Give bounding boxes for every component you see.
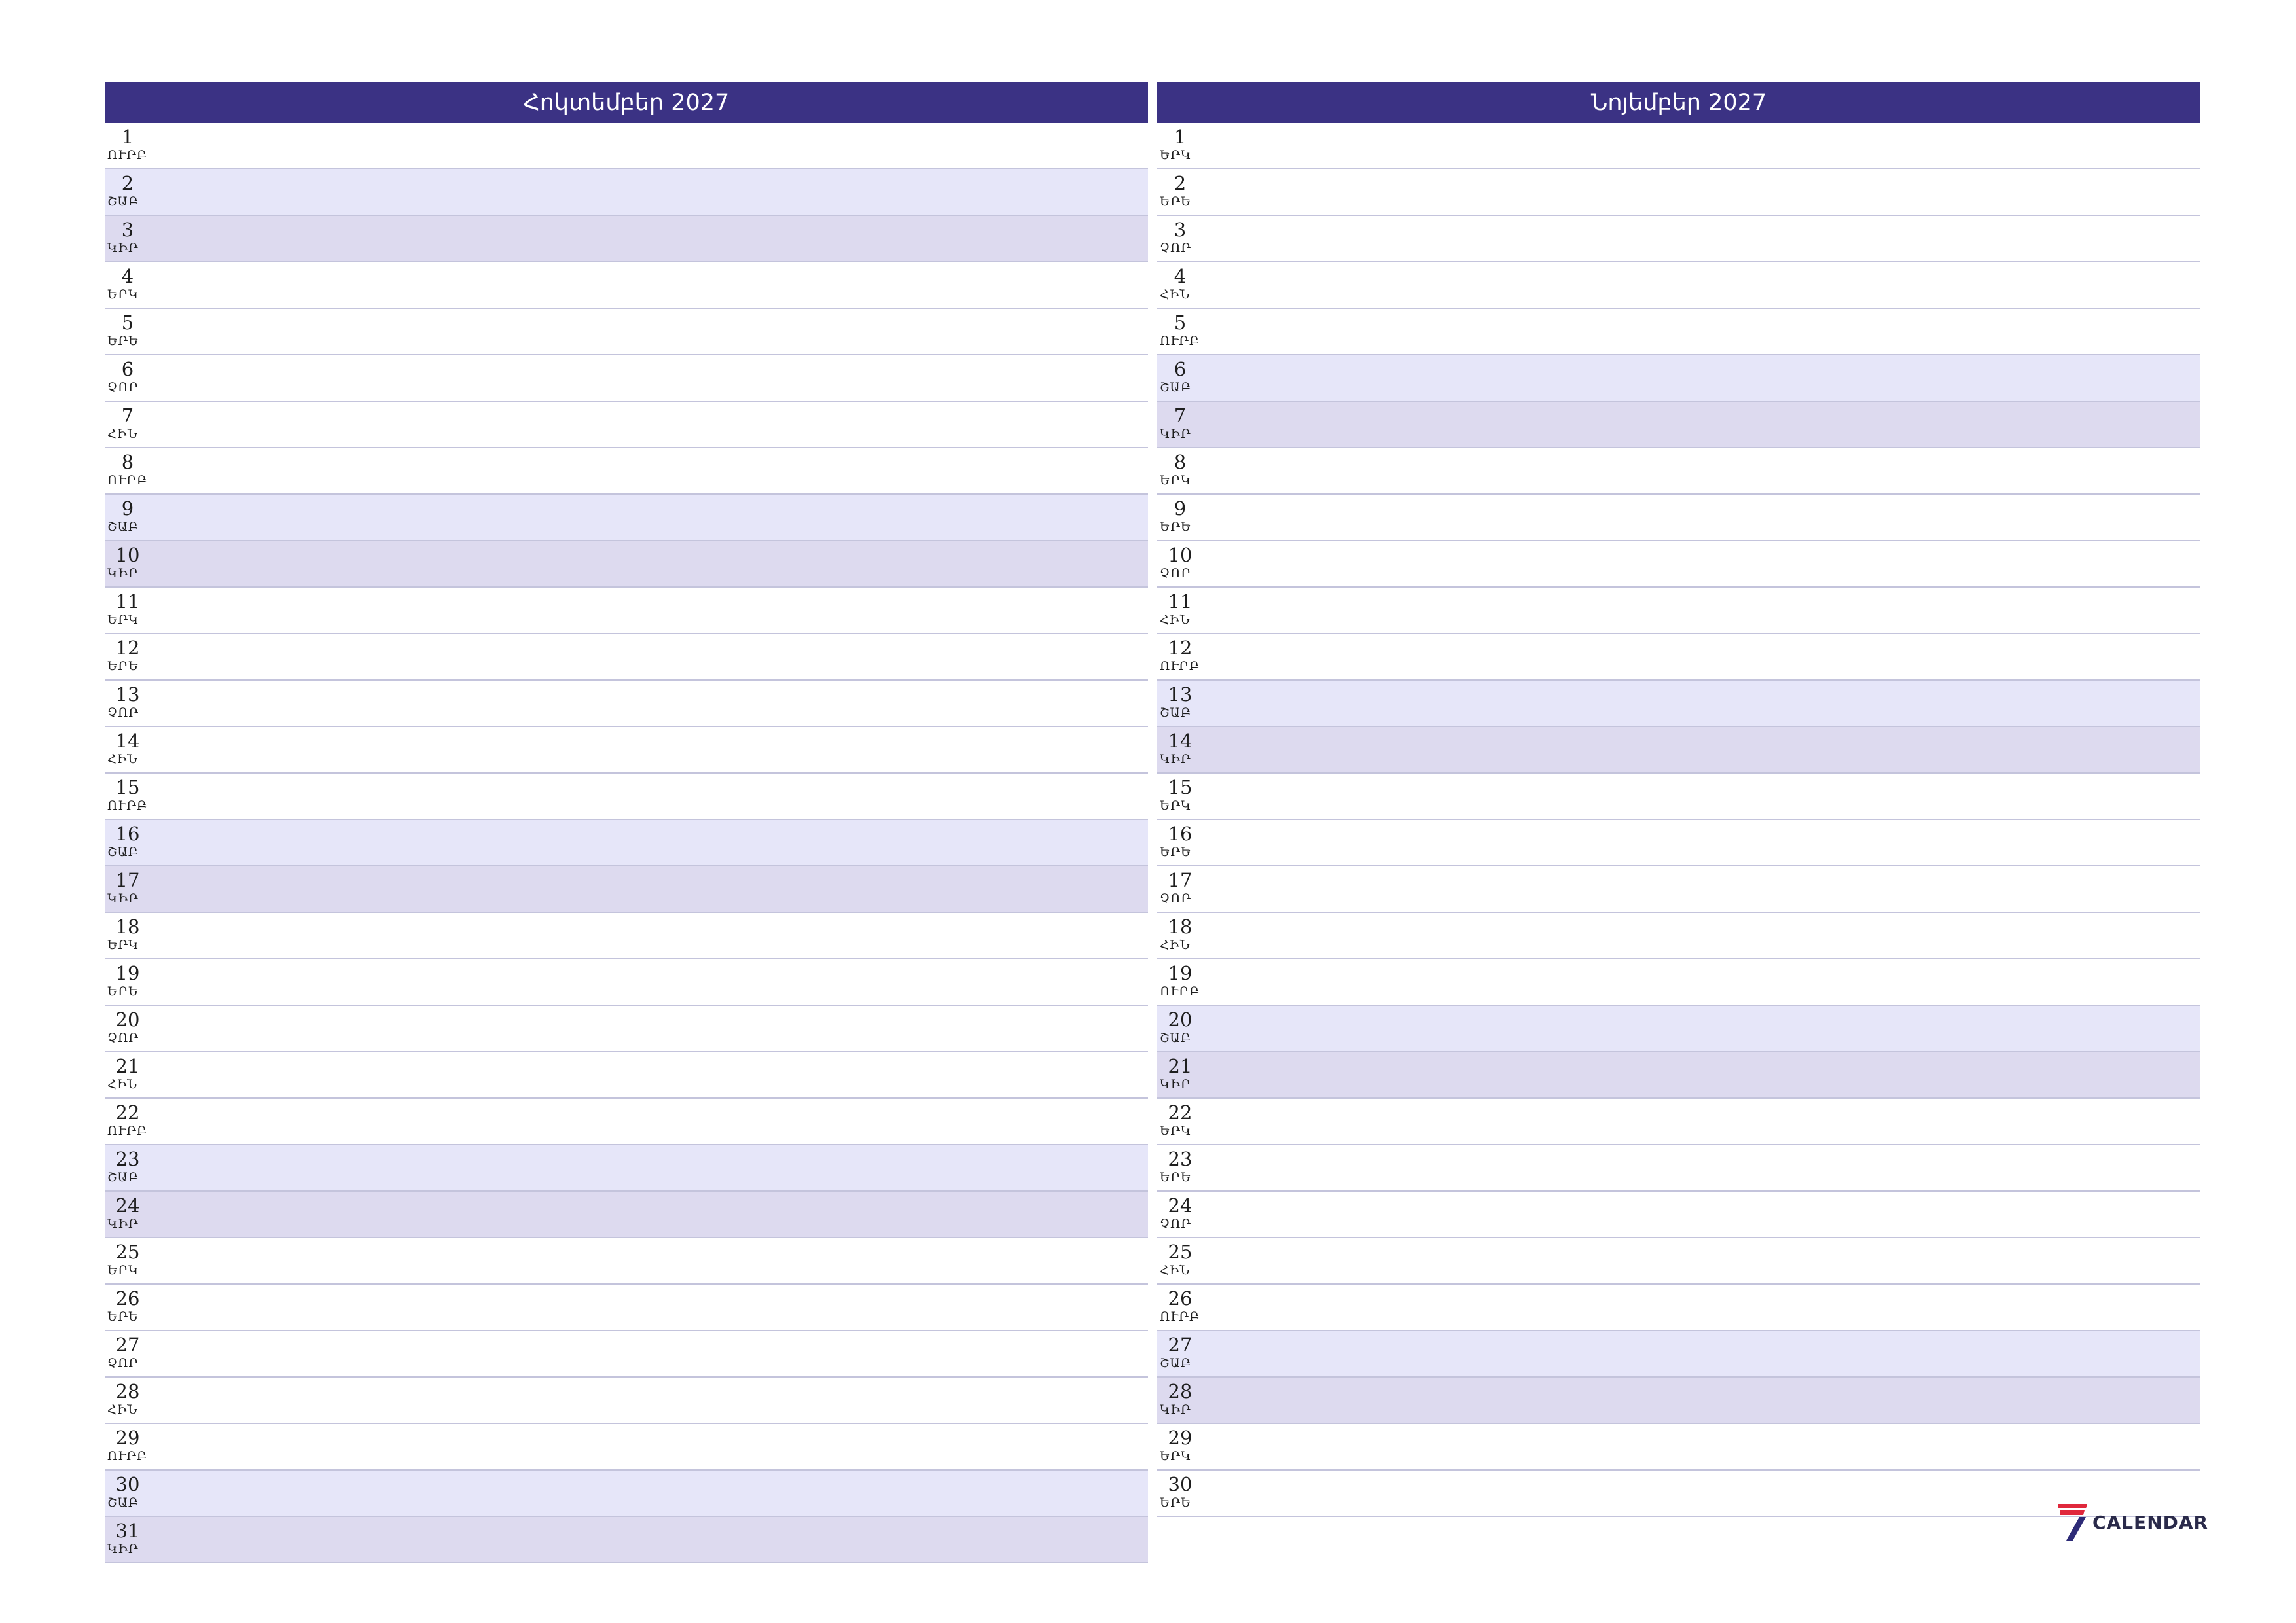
weekday-label: ԵՐԿ [107,287,139,302]
weekday-label: ԿԻՐ [1160,1402,1191,1417]
day-row[interactable] [1157,866,2200,913]
weekday-label: ԵՐԿ [1160,473,1192,488]
day-number: 29 [1168,1427,1193,1449]
weekday-label: ԵՐԵ [1160,845,1192,859]
day-row[interactable] [1157,309,2200,355]
day-number: 4 [1174,265,1187,287]
weekday-label: ԿԻՐ [1160,1077,1191,1092]
weekday-label: ԵՐԵ [1160,1170,1192,1185]
day-number: 27 [1168,1334,1193,1356]
day-row[interactable] [105,355,1148,402]
day-number: 14 [115,730,140,752]
day-row[interactable] [105,913,1148,959]
day-number: 15 [115,776,140,798]
day-row[interactable] [1157,820,2200,866]
day-number: 12 [115,637,140,659]
weekday-label: ԵՐԵ [107,1310,139,1324]
day-row[interactable] [1157,541,2200,588]
day-number: 13 [1168,683,1193,705]
day-number: 30 [1168,1473,1193,1495]
weekday-label: ԵՐԿ [1160,1124,1192,1138]
day-number: 6 [1174,358,1187,380]
weekday-label: ՈՒՐԲ [107,1124,148,1138]
day-number: 26 [1168,1287,1193,1310]
weekday-label: ՈՒՐԲ [107,1449,148,1463]
month-header: Նոյեմբեր 2027 [1157,82,2200,123]
day-list [105,123,1148,1563]
day-number: 24 [1168,1194,1193,1217]
day-row[interactable] [105,866,1148,913]
day-row[interactable] [105,1517,1148,1563]
day-row[interactable] [105,1238,1148,1285]
day-number: 12 [1168,637,1193,659]
day-row[interactable] [105,1099,1148,1145]
day-number: 19 [115,962,140,984]
weekday-label: ԵՐԿ [1160,148,1192,162]
day-row[interactable] [105,820,1148,866]
day-number: 18 [1168,916,1193,938]
day-row[interactable] [1157,123,2200,169]
weekday-label: ՉՈՐ [1160,566,1192,580]
month-column-october [105,82,1148,1563]
day-row[interactable] [105,1378,1148,1424]
weekday-label: ԵՐԵ [107,659,139,673]
weekday-label: ԵՐԿ [1160,1449,1192,1463]
weekday-label: ԿԻՐ [107,1542,139,1556]
day-number: 16 [115,823,140,845]
day-number: 1 [121,126,134,148]
day-number: 5 [121,312,134,334]
weekday-label: ՇԱԲ [1160,1031,1192,1045]
day-number: 25 [1168,1241,1193,1263]
weekday-label: ԵՐԿ [1160,798,1192,813]
weekday-label: ԿԻՐ [107,241,139,255]
day-number: 28 [115,1380,140,1402]
day-row[interactable] [1157,1145,2200,1192]
seven-logo-icon [2058,1504,2087,1541]
day-row[interactable] [105,1052,1148,1099]
day-number: 31 [115,1520,140,1542]
day-number: 24 [115,1194,140,1217]
day-list [1157,123,2200,1517]
day-number: 3 [1174,219,1187,241]
day-row[interactable] [1157,959,2200,1006]
day-number: 2 [121,172,134,194]
day-row[interactable] [1157,216,2200,262]
day-row[interactable] [105,1192,1148,1238]
day-row[interactable] [105,774,1148,820]
day-number: 17 [115,869,140,891]
day-number: 10 [1168,544,1193,566]
day-number: 28 [1168,1380,1193,1402]
day-number: 22 [115,1101,140,1124]
day-row[interactable] [1157,1192,2200,1238]
day-number: 8 [121,451,134,473]
day-row[interactable] [105,959,1148,1006]
day-number: 7 [121,404,134,427]
weekday-label: ՇԱԲ [1160,1356,1192,1370]
weekday-label: ԵՐԵ [1160,1495,1192,1510]
day-row[interactable] [105,541,1148,588]
day-row[interactable] [1157,774,2200,820]
weekday-label: ԵՐԵ [1160,520,1192,534]
day-row[interactable] [105,1285,1148,1331]
weekday-label: ՉՈՐ [1160,1217,1192,1231]
weekday-label: ԵՐԿ [107,938,139,952]
day-number: 8 [1174,451,1187,473]
day-row[interactable] [1157,1238,2200,1285]
weekday-label: ԵՐԵ [1160,194,1192,209]
day-row[interactable] [105,1145,1148,1192]
weekday-label: ՀԻՆ [1160,1263,1191,1277]
day-number: 20 [1168,1008,1193,1031]
day-number: 14 [1168,730,1193,752]
day-row[interactable] [1157,1099,2200,1145]
weekday-label: ՈՒՐԲ [1160,1310,1200,1324]
day-row[interactable] [1157,1052,2200,1099]
day-number: 4 [121,265,134,287]
day-number: 19 [1168,962,1193,984]
day-number: 2 [1174,172,1187,194]
weekday-label: ՉՈՐ [1160,241,1192,255]
day-row[interactable] [1157,169,2200,216]
day-row[interactable] [105,1006,1148,1052]
day-row[interactable] [105,1471,1148,1517]
weekday-label: ՀԻՆ [1160,613,1191,627]
day-row[interactable] [105,309,1148,355]
day-number: 18 [115,916,140,938]
day-number: 5 [1174,312,1187,334]
day-row[interactable] [1157,1424,2200,1471]
day-row[interactable] [105,495,1148,541]
weekday-label: ՈՒՐԲ [1160,984,1200,999]
weekday-label: ՉՈՐ [107,705,139,720]
logo-text: CALENDAR [2092,1511,2209,1533]
weekday-label: ՈՒՐԲ [107,798,148,813]
weekday-label: ՇԱԲ [107,845,139,859]
day-number: 27 [115,1334,140,1356]
weekday-label: ՇԱԲ [107,520,139,534]
weekday-label: ՀԻՆ [107,427,138,441]
day-number: 16 [1168,823,1193,845]
day-number: 22 [1168,1101,1193,1124]
day-number: 13 [115,683,140,705]
day-number: 20 [115,1008,140,1031]
month-column-november [1157,82,2200,1517]
day-number: 23 [115,1148,140,1170]
day-row[interactable] [1157,495,2200,541]
day-row[interactable] [105,169,1148,216]
weekday-label: ԿԻՐ [1160,427,1191,441]
day-row[interactable] [105,727,1148,774]
day-row[interactable] [105,1331,1148,1378]
month-header: Հոկտեմբեր 2027 [105,82,1148,123]
weekday-label: ՈՒՐԲ [107,148,148,162]
day-row[interactable] [1157,588,2200,634]
day-number: 6 [121,358,134,380]
day-row[interactable] [1157,402,2200,448]
day-number: 21 [1168,1055,1193,1077]
day-number: 11 [115,590,140,613]
day-number: 26 [115,1287,140,1310]
weekday-label: ՉՈՐ [107,1031,139,1045]
weekday-label: ԵՐԿ [107,1263,139,1277]
day-row[interactable] [105,216,1148,262]
day-row[interactable] [105,1424,1148,1471]
weekday-label: ՉՈՐ [1160,891,1192,906]
day-row[interactable] [1157,262,2200,309]
day-number: 3 [121,219,134,241]
weekday-label: ՀԻՆ [107,752,138,766]
day-number: 9 [1174,497,1187,520]
day-number: 21 [115,1055,140,1077]
day-number: 10 [115,544,140,566]
day-row[interactable] [1157,448,2200,495]
weekday-label: ՉՈՐ [107,1356,139,1370]
day-row[interactable] [1157,1285,2200,1331]
brand-logo[interactable] [2058,1504,2208,1541]
weekday-label: ԿԻՐ [107,891,139,906]
day-row[interactable] [1157,1378,2200,1424]
day-number: 7 [1174,404,1187,427]
day-row[interactable] [1157,913,2200,959]
weekday-label: ԿԻՐ [1160,752,1191,766]
day-row[interactable] [1157,1006,2200,1052]
day-row[interactable] [105,123,1148,169]
weekday-label: ՇԱԲ [107,194,139,209]
day-number: 29 [115,1427,140,1449]
day-number: 9 [121,497,134,520]
day-row[interactable] [1157,1471,2200,1517]
weekday-label: ՇԱԲ [107,1170,139,1185]
weekday-label: ՈՒՐԲ [1160,334,1200,348]
weekday-label: ՇԱԲ [1160,380,1192,395]
day-row[interactable] [105,588,1148,634]
weekday-label: ԵՐԵ [107,984,139,999]
weekday-label: ՀԻՆ [107,1077,138,1092]
weekday-label: ՇԱԲ [107,1495,139,1510]
weekday-label: ՀԻՆ [1160,287,1191,302]
weekday-label: ԿԻՐ [107,566,139,580]
weekday-label: ՇԱԲ [1160,705,1192,720]
day-row[interactable] [1157,681,2200,727]
weekday-label: ՈՒՐԲ [1160,659,1200,673]
weekday-label: ՀԻՆ [107,1402,138,1417]
weekday-label: ՉՈՐ [107,380,139,395]
weekday-label: ՈՒՐԲ [107,473,148,488]
day-number: 30 [115,1473,140,1495]
day-row[interactable] [105,448,1148,495]
day-row[interactable] [1157,1331,2200,1378]
weekday-label: ԵՐԿ [107,613,139,627]
day-row[interactable] [1157,634,2200,681]
day-number: 17 [1168,869,1193,891]
weekday-label: ՀԻՆ [1160,938,1191,952]
day-row[interactable] [105,634,1148,681]
day-number: 1 [1174,126,1187,148]
day-row[interactable] [105,402,1148,448]
day-row[interactable] [1157,355,2200,402]
day-row[interactable] [1157,727,2200,774]
day-row[interactable] [105,262,1148,309]
day-number: 15 [1168,776,1193,798]
day-number: 23 [1168,1148,1193,1170]
day-number: 11 [1168,590,1193,613]
day-number: 25 [115,1241,140,1263]
weekday-label: ԿԻՐ [107,1217,139,1231]
day-row[interactable] [105,681,1148,727]
weekday-label: ԵՐԵ [107,334,139,348]
